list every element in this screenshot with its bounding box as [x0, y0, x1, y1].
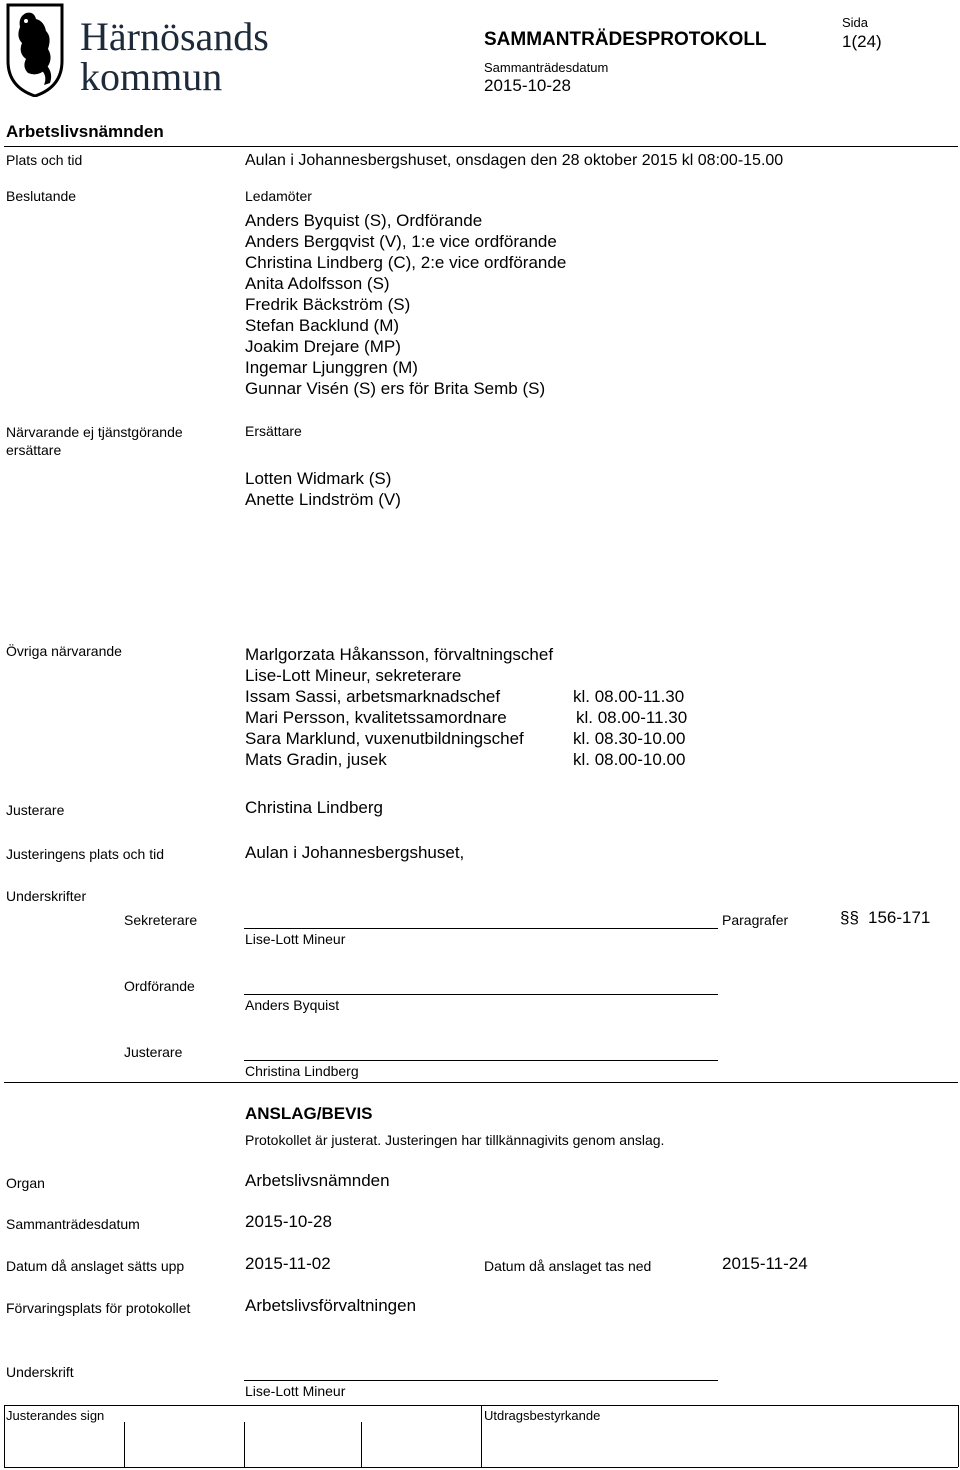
adjuster-sign-label: Justerare	[124, 1044, 183, 1060]
document-title: SAMMANTRÄDESPROTOKOLL	[484, 29, 767, 50]
place-time-value: Aulan i Johannesbergshuset, onsdagen den 28 oktober 2015 kl 08:00-15.00	[245, 152, 784, 169]
board-name: Arbetslivsnämnden	[6, 122, 164, 141]
others-list	[245, 644, 687, 770]
others-time: kl. 08.30-10.00	[573, 729, 686, 748]
removed-label: Datum då anslaget tas ned	[484, 1258, 652, 1274]
paragraphs-symbol: §§	[840, 908, 859, 927]
page-number: 1(24)	[842, 32, 882, 51]
members-sublabel: Ledamöter	[245, 188, 312, 204]
substitute-item: Lotten Widmark (S)	[245, 469, 392, 488]
notice-text: Protokollet är justerat. Justeringen har tillkännagivits genom anslag.	[245, 1132, 665, 1148]
substitute-item: Anette Lindström (V)	[245, 490, 401, 509]
logo-text-line1: Härnösands	[80, 14, 269, 59]
others-row	[245, 749, 687, 770]
substitutes-label	[6, 423, 183, 459]
signature-line	[244, 928, 718, 929]
sign-box-divider	[361, 1422, 362, 1467]
decision-makers-label: Beslutande	[6, 188, 77, 204]
member-item: Christina Lindberg (C), 2:e vice ordförande	[245, 253, 567, 272]
storage-label: Förvaringsplats för protokollet	[6, 1300, 191, 1316]
municipality-logo	[4, 3, 276, 99]
others-name: Issam Sassi, arbetsmarknadschef	[245, 687, 501, 706]
member-item: Joakim Drejare (MP)	[245, 337, 401, 356]
sign-box-divider	[481, 1405, 482, 1467]
signatures-label: Underskrifter	[6, 888, 87, 904]
adjustment-place-label: Justeringens plats och tid	[6, 846, 164, 862]
others-name: Mats Gradin, jusek	[245, 750, 387, 769]
notice-date-value: 2015-10-28	[245, 1212, 332, 1231]
sign-box-divider	[124, 1422, 125, 1467]
signature-label: Underskrift	[6, 1364, 74, 1380]
footer-bottom-line	[4, 1467, 958, 1468]
adjuster-sign-name: Christina Lindberg	[245, 1063, 359, 1079]
members-list	[245, 210, 566, 399]
others-row	[245, 665, 687, 686]
others-name: Sara Marklund, vuxenutbildningschef	[245, 729, 524, 748]
place-time-label: Plats och tid	[6, 152, 83, 168]
signature-line	[244, 1060, 718, 1061]
member-item: Anders Byquist (S), Ordförande	[245, 211, 483, 230]
others-time: kl. 08.00-10.00	[573, 750, 686, 769]
adjusters-sign-label: Justerandes sign	[6, 1408, 105, 1423]
logo-text-line2: kommun	[80, 54, 223, 99]
posted-value: 2015-11-02	[245, 1254, 331, 1273]
secretary-name: Lise-Lott Mineur	[245, 931, 346, 947]
sign-box-divider	[4, 1405, 5, 1467]
notice-title: ANSLAG/BEVIS	[245, 1104, 373, 1123]
substitutes-sublabel: Ersättare	[245, 423, 302, 439]
others-row	[245, 644, 687, 665]
chair-label: Ordförande	[124, 978, 195, 994]
divider	[4, 146, 958, 147]
member-item: Anita Adolfsson (S)	[245, 274, 390, 293]
meeting-date-label: Sammanträdesdatum	[484, 60, 609, 75]
coat-of-arms-icon	[4, 3, 66, 97]
adjuster-value: Christina Lindberg	[245, 798, 383, 817]
page-label: Sida	[842, 15, 869, 30]
others-name: Marlgorzata Håkansson, förvaltningschef	[245, 645, 554, 664]
paragraphs-value: 156-171	[868, 908, 931, 927]
divider	[4, 1082, 958, 1083]
adjuster-label: Justerare	[6, 802, 65, 818]
others-name: Mari Persson, kvalitetssamordnare	[245, 708, 507, 727]
others-row	[245, 686, 687, 707]
removed-value: 2015-11-24	[722, 1254, 808, 1273]
member-item: Anders Bergqvist (V), 1:e vice ordförande	[245, 232, 557, 251]
organ-label: Organ	[6, 1175, 45, 1191]
signature-line	[244, 994, 718, 995]
substitutes-label-line: Närvarande ej tjänstgörande	[6, 424, 183, 440]
chair-name: Anders Byquist	[245, 997, 340, 1013]
others-time: kl. 08.00-11.30	[573, 687, 685, 706]
member-item: Ingemar Ljunggren (M)	[245, 358, 418, 377]
member-item: Gunnar Visén (S) ers för Brita Semb (S)	[245, 379, 546, 398]
others-time: kl. 08.00-11.30	[576, 708, 688, 727]
member-item: Stefan Backlund (M)	[245, 316, 400, 335]
sign-box-divider	[958, 1405, 959, 1467]
signature-line	[244, 1380, 718, 1381]
member-item: Fredrik Bäckström (S)	[245, 295, 411, 314]
adjustment-place-value: Aulan i Johannesbergshuset,	[245, 843, 465, 862]
others-row	[245, 707, 687, 728]
extract-label: Utdragsbestyrkande	[484, 1408, 601, 1423]
paragraphs-label: Paragrafer	[722, 912, 789, 928]
organ-value: Arbetslivsnämnden	[245, 1171, 390, 1190]
others-label: Övriga närvarande	[6, 643, 122, 659]
substitutes-label-line: ersättare	[6, 442, 62, 458]
others-name: Lise-Lott Mineur, sekreterare	[245, 666, 462, 685]
meeting-date: 2015-10-28	[484, 76, 571, 95]
notice-date-label: Sammanträdesdatum	[6, 1216, 140, 1232]
secretary-label: Sekreterare	[124, 912, 198, 928]
others-row	[245, 728, 687, 749]
signature-name: Lise-Lott Mineur	[245, 1383, 346, 1399]
sign-box-divider	[244, 1422, 245, 1467]
posted-label: Datum då anslaget sätts upp	[6, 1258, 185, 1274]
substitutes-list	[245, 468, 401, 510]
storage-value: Arbetslivsförvaltningen	[245, 1296, 417, 1315]
